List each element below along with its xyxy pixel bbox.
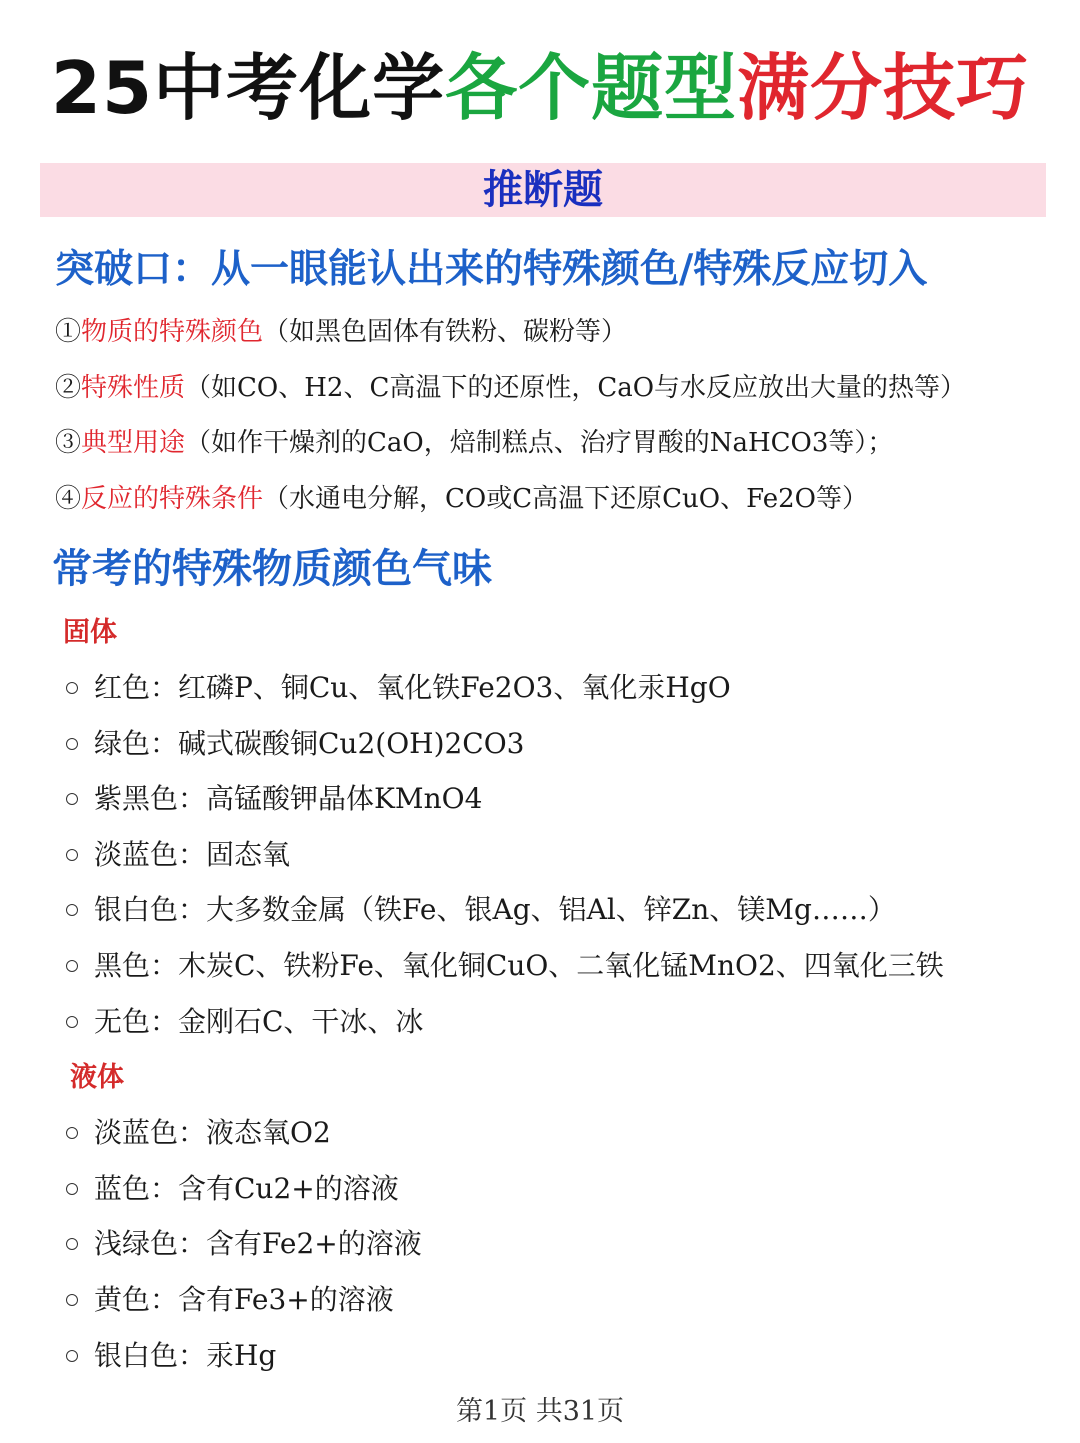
list-item-text: 淡蓝色：液态氧O2 xyxy=(94,1116,331,1149)
bullet-circle-icon xyxy=(66,1127,78,1139)
section-banner xyxy=(40,163,1046,217)
item-text: （如黑色固体有铁粉、碳粉等） xyxy=(263,317,628,347)
breakthrough-heading: 突破口：从一眼能认出来的特殊颜色/特殊反应切入 xyxy=(55,247,928,292)
list-item xyxy=(66,1002,423,1042)
bullet-circle-icon xyxy=(66,738,78,750)
bullet-circle-icon xyxy=(66,1238,78,1250)
list-item-text: 绿色：碱式碳酸铜Cu2(OH)2CO3 xyxy=(94,727,525,760)
common-heading: 常考的特殊物质颜色气味 xyxy=(52,546,492,592)
numbered-item xyxy=(55,314,627,350)
liquid-label: 液体 xyxy=(70,1062,124,1093)
solid-label: 固体 xyxy=(63,617,117,648)
bullet-circle-icon xyxy=(66,682,78,694)
list-item xyxy=(66,1169,399,1209)
list-item-text: 无色：金刚石C、干冰、冰 xyxy=(94,1005,424,1038)
bullet-circle-icon xyxy=(66,793,78,805)
list-item xyxy=(66,835,290,875)
list-item-text: 紫黑色：高锰酸钾晶体KMnO4 xyxy=(94,782,483,815)
list-item-text: 浅绿色：含有Fe2+的溶液 xyxy=(94,1227,422,1260)
page-title xyxy=(0,40,1080,136)
page-indicator: 第1页 共31页 xyxy=(455,1396,625,1427)
section-banner-label: 推断题 xyxy=(483,167,603,213)
item-marker: ④ xyxy=(55,484,82,514)
bullet-circle-icon xyxy=(66,1350,78,1362)
list-item-text: 银白色：大多数金属（铁Fe、银Ag、铝Al、锌Zn、镁Mg……） xyxy=(94,893,896,926)
list-item xyxy=(66,1113,331,1153)
numbered-item xyxy=(55,481,868,517)
list-item-text: 淡蓝色：固态氧 xyxy=(94,838,291,871)
item-highlight: 物质的特殊颜色 xyxy=(81,317,264,347)
list-item xyxy=(66,779,482,819)
list-item xyxy=(66,946,944,986)
numbered-item xyxy=(55,370,966,406)
title-part-2: 各个题型 xyxy=(445,46,738,130)
list-item xyxy=(66,1280,394,1320)
item-text: （如CO、H2、C高温下的还原性，CaO与水反应放出大量的热等） xyxy=(185,373,967,403)
item-marker: ③ xyxy=(55,428,82,458)
bullet-circle-icon xyxy=(66,1183,78,1195)
item-text: （水通电分解，CO或C高温下还原CuO、Fe2O等） xyxy=(263,484,868,514)
list-item xyxy=(66,668,731,708)
bullet-circle-icon xyxy=(66,1016,78,1028)
list-item xyxy=(66,1336,276,1376)
list-item-text: 银白色：汞Hg xyxy=(94,1339,277,1372)
bullet-circle-icon xyxy=(66,1294,78,1306)
item-marker: ② xyxy=(55,373,82,403)
bullet-circle-icon xyxy=(66,849,78,861)
bullet-circle-icon xyxy=(66,904,78,916)
item-highlight: 反应的特殊条件 xyxy=(81,484,264,514)
list-item-text: 黑色：木炭C、铁粉Fe、氧化铜CuO、二氧化锰MnO2、四氧化三铁 xyxy=(94,949,944,982)
list-item xyxy=(66,1224,422,1264)
bullet-circle-icon xyxy=(66,960,78,972)
list-item xyxy=(66,724,525,764)
numbered-item xyxy=(55,425,893,461)
item-highlight: 典型用途 xyxy=(81,428,186,458)
item-text: （如作干燥剂的CaO，焙制糕点、治疗胃酸的NaHCO3等）； xyxy=(185,428,894,458)
title-part-3: 满分技巧 xyxy=(737,46,1030,130)
list-item-text: 黄色：含有Fe3+的溶液 xyxy=(94,1283,394,1316)
item-marker: ① xyxy=(55,317,82,347)
list-item-text: 红色：红磷P、铜Cu、氧化铁Fe2O3、氧化汞HgO xyxy=(94,671,731,704)
list-item-text: 蓝色：含有Cu2+的溶液 xyxy=(94,1172,399,1205)
title-part-1: 25中考化学 xyxy=(50,46,446,130)
list-item xyxy=(66,890,896,930)
item-highlight: 特殊性质 xyxy=(81,373,186,403)
